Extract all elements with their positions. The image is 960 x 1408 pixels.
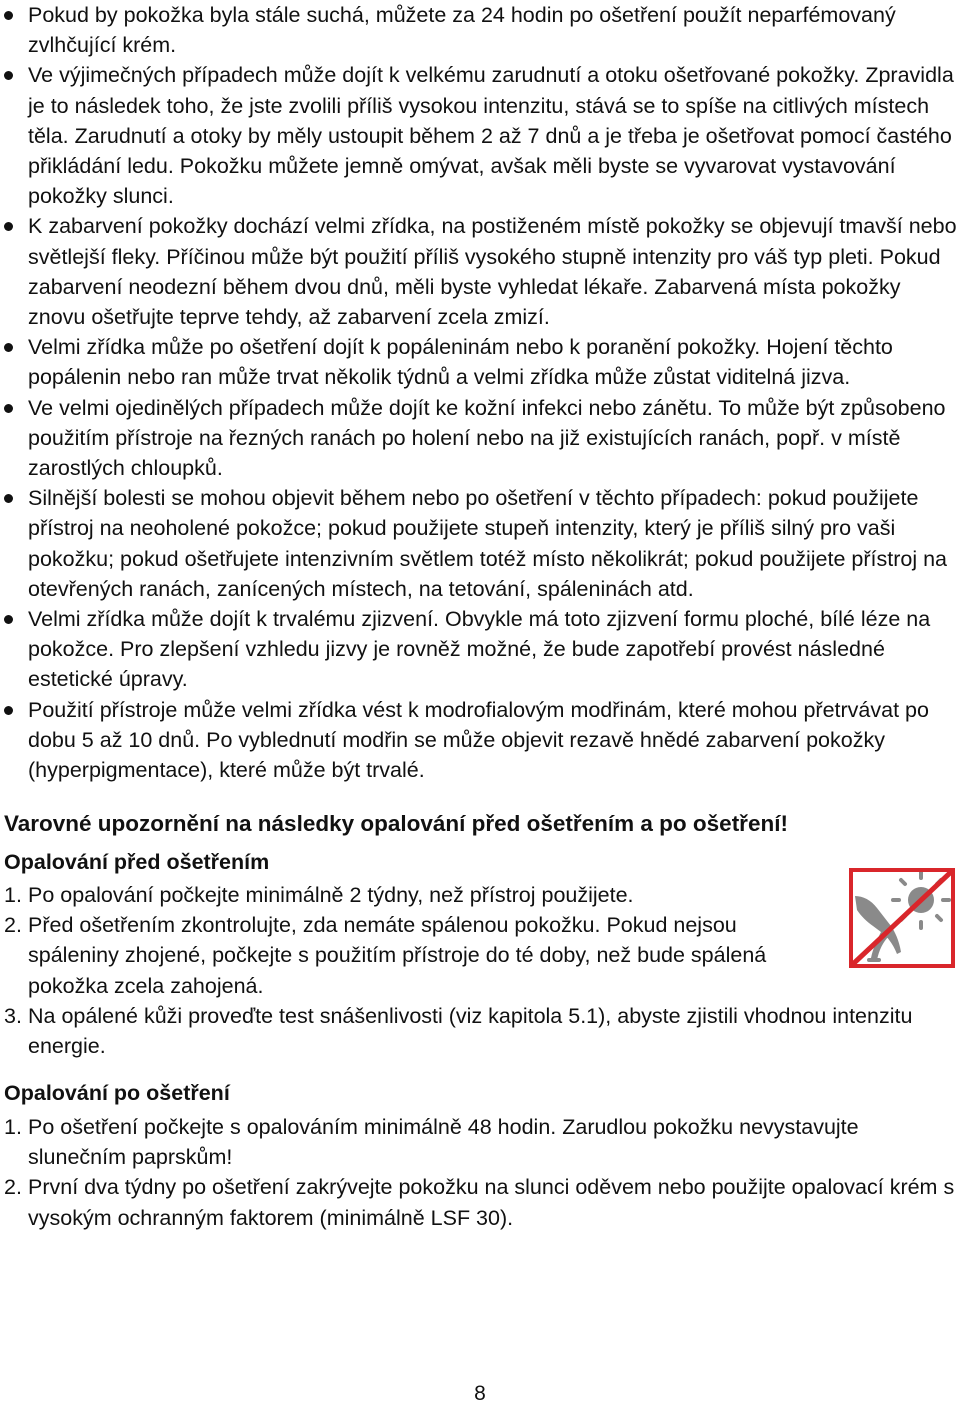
bullet-icon xyxy=(4,706,13,715)
before-treatment-heading: Opalování před ošetřením xyxy=(4,850,270,874)
list-item: 1. Po ošetření počkejte s opalováním minimálně 48 hodin. Zarudlou pokožku nevystavujte slunečním paprskům! xyxy=(4,1115,859,1170)
bullet-icon xyxy=(4,615,13,624)
bullet-icon xyxy=(4,71,13,80)
list-item: 3. Na opálené kůži proveďte test snášenlivosti (viz kapitola 5.1), abyste zjistili vhodnou intenzitu energie. xyxy=(4,1003,913,1059)
bullet-icon xyxy=(4,222,13,231)
bullet-icon xyxy=(4,11,13,20)
bullet-icon xyxy=(4,404,13,413)
before-treatment-list xyxy=(0,880,913,1061)
list-item: 1. Po opalování počkejte minimálně 2 týdny, než přístroj použijete. xyxy=(4,883,634,907)
list-item: Velmi zřídka může dojít k trvalému zjizvení. Obvykle má toto zjizvení formu ploché, bílé léze na pokožce. Pro zlepšení vzhledu jizvy je rovněž možné, že bude zapotřebí provést následné estetické úpravy. xyxy=(0,604,958,695)
page-number: 8 xyxy=(474,1382,486,1405)
list-item: Ve velmi ojedinělých případech může dojít ke kožní infekci nebo zánětu. To může být způsobeno použitím přístroje na řezných ranách po holení nebo na již existujících ranách, popř. v místě zarostlých chloupků. xyxy=(0,393,958,484)
list-item: Silnější bolesti se mohou objevit během nebo po ošetření v těchto případech: pokud použijete přístroj na neoholené pokožce; pokud použijete stupeň intenzity, který je příliš silný pro vaši pokožku; pokud ošetřujete intenzivním světlem totéž místo několikrát; pokud použijete přístroj na otevřených ranách, zanícených místech, na tetování, spáleninách atd. xyxy=(0,483,958,604)
list-item: 2. Před ošetřením zkontrolujte, zda nemáte spálenou pokožku. Pokud nejsou spáleniny zhojené, počkejte s použitím přístroje do té doby, než bude spálená pokožka zcela zahojená. xyxy=(4,913,767,998)
list-item: Pokud by pokožka byla stále suchá, můžete za 24 hodin po ošetření použít neparfémovaný zvlhčující krém. xyxy=(0,0,958,60)
no-sunbathing-icon xyxy=(847,866,957,970)
list-item: Použití přístroje může velmi zřídka vést k modrofialovým modřinám, které mohou přetrvávat po dobu 5 až 10 dnů. Po vyblednutí modřin se může objevit rezavě hnědé zabarvení pokožky (hyperpigmentace), které může být trvalé. xyxy=(0,695,958,786)
bullet-icon xyxy=(4,343,13,352)
list-item: Velmi zřídka může po ošetření dojít k popáleninám nebo k poranění pokožky. Hojení těchto popálenin nebo ran může trvat několik týdnů a velmi zřídka může zůstat viditelná jizva. xyxy=(0,332,958,392)
warning-heading: Varovné upozornění na následky opalování před ošetřením a po ošetření! xyxy=(4,811,788,836)
after-treatment-heading: Opalování po ošetření xyxy=(4,1081,230,1105)
bullet-icon xyxy=(4,494,13,503)
list-item: K zabarvení pokožky dochází velmi zřídka, na postiženém místě pokožky se objevují tmavší nebo světlejší fleky. Příčinou může být použití příliš vysokého stupně intenzity pro váš typ pleti. Pokud zabarvení neodezní během dvou dnů, měli byste vyhledat lékaře. Zabarvená místa pokožky znovu ošetřujte teprve tehdy, až zabarvení zcela zmizí. xyxy=(0,211,958,332)
after-treatment-list xyxy=(0,1112,960,1233)
list-item: 2. První dva týdny po ošetření zakrývejte pokožku na slunci oděvem nebo použijte opalovací krém s vysokým ochranným faktorem (minimálně LSF 30). xyxy=(4,1175,955,1230)
list-item: Ve výjimečných případech může dojít k velkému zarudnutí a otoku ošetřované pokožky. Zpravidla je to následek toho, že jste zvolili příliš vysokou intenzitu, stává se to spíše na citlivých místech těla. Zarudnutí a otoky by měly ustoupit během 2 až 7 dnů a je třeba je ošetřovat pomocí častého přikládání ledu. Pokožku můžete jemně omývat, avšak měli byste se vyvarovat vystavování pokožky slunci. xyxy=(0,60,958,211)
